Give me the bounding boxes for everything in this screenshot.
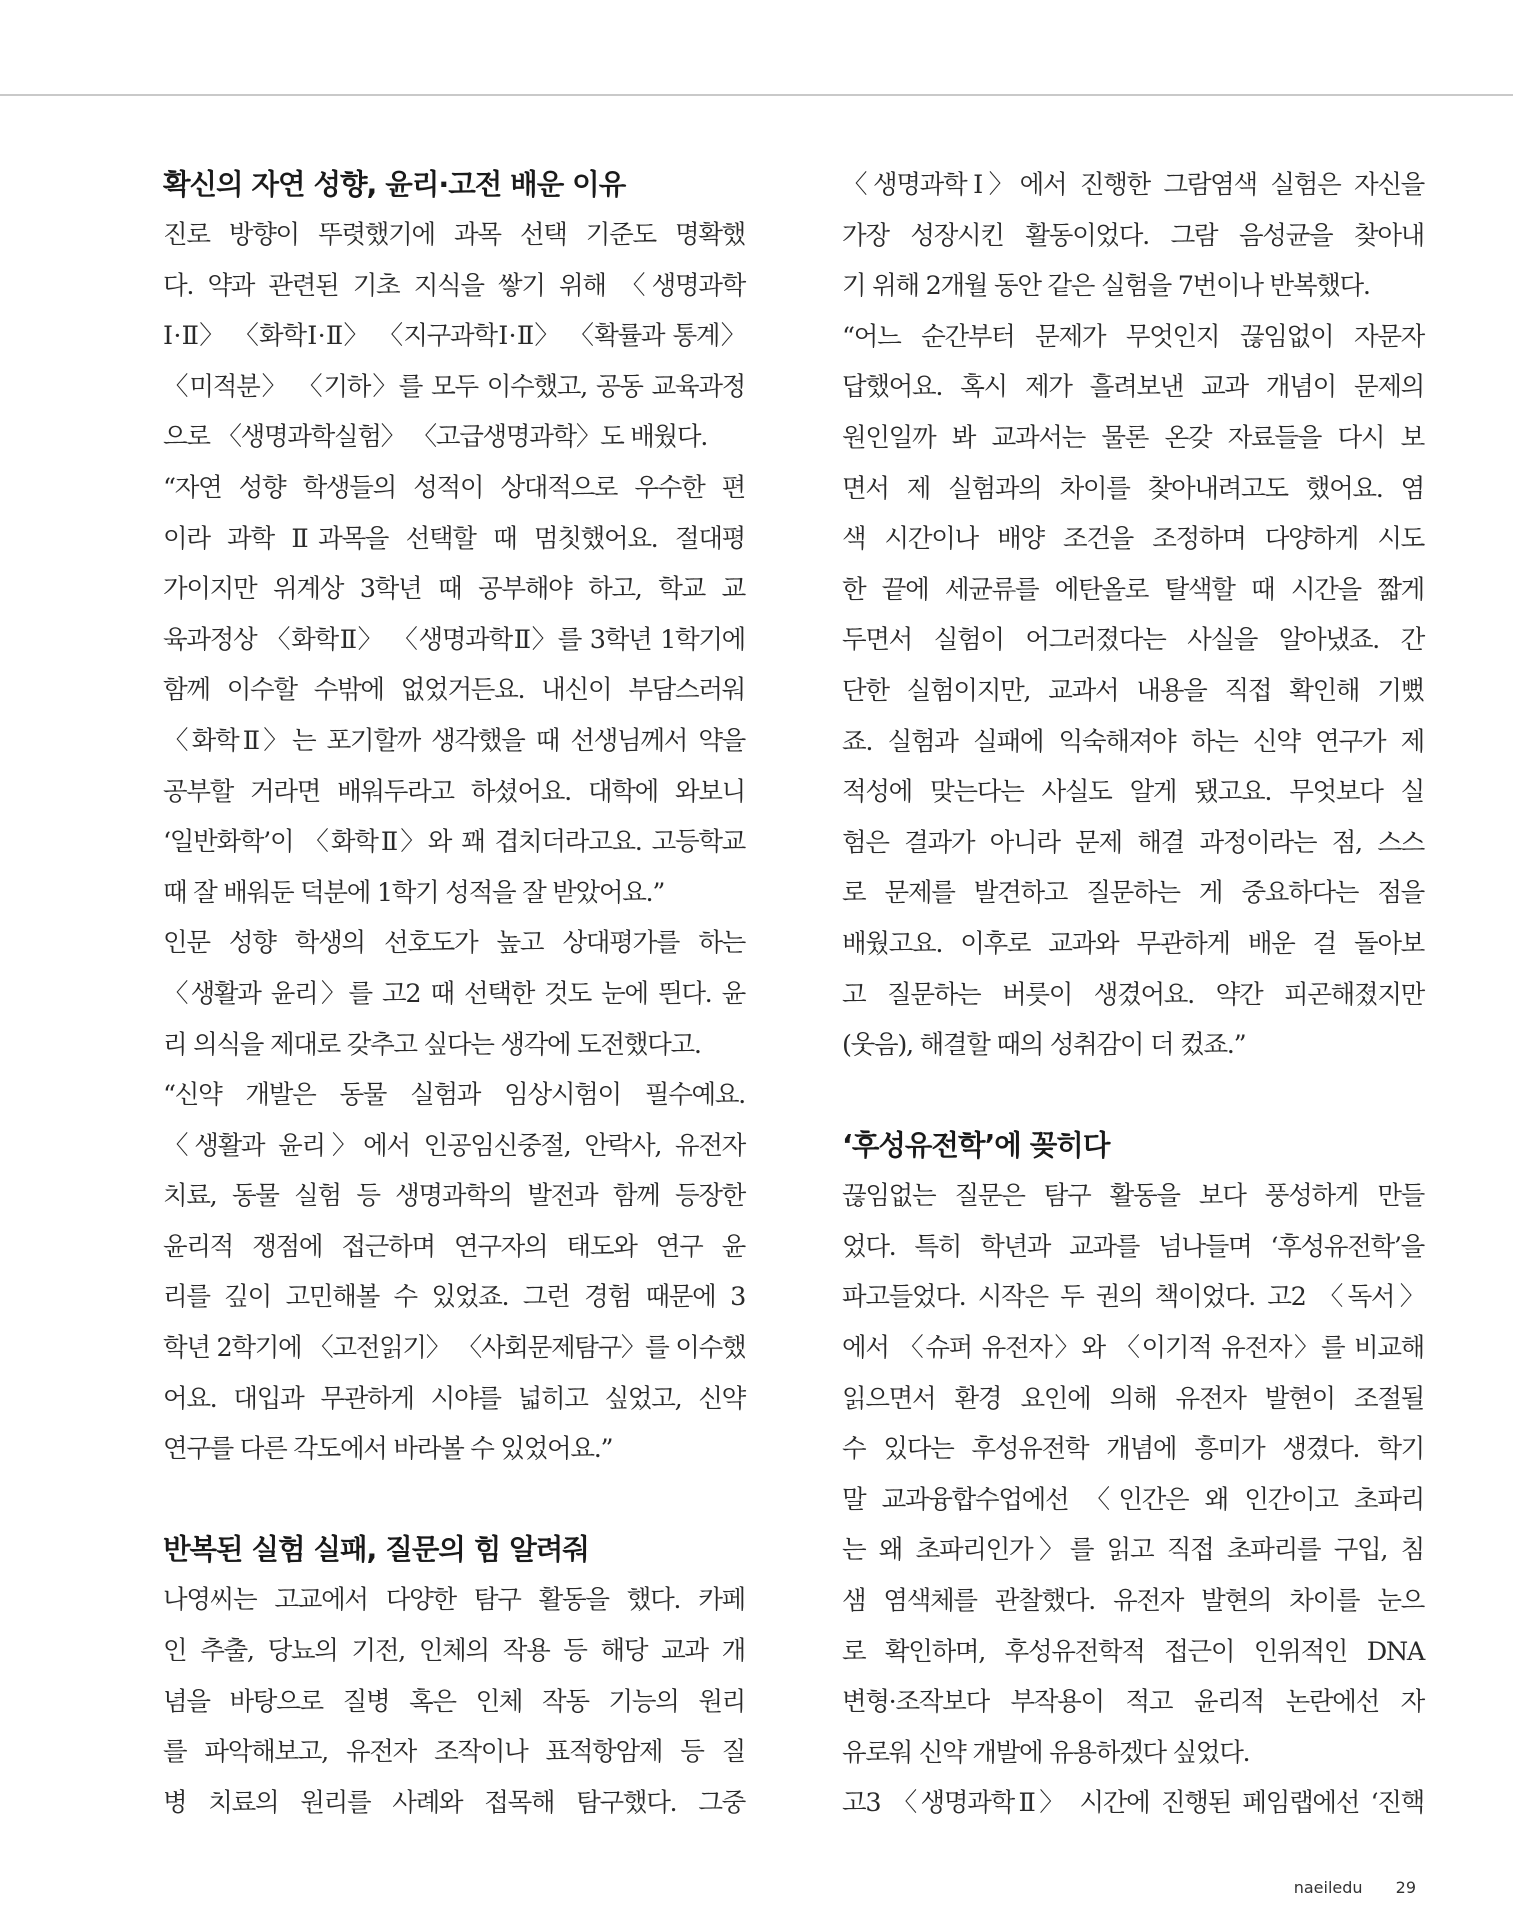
- left-column: [163, 160, 745, 1828]
- body-line: 리를 깊이 고민해볼 수 있었죠. 그런 경험 때문에 3: [163, 1282, 745, 1313]
- body-line: ‘일반화학’이 〈화학Ⅱ〉와 꽤 겹치더라고요. 고등학교: [163, 827, 745, 858]
- section-gap: [842, 1071, 1424, 1122]
- body-line: 〈미적분〉 〈기하〉를 모두 이수했고, 공동 교육과정: [163, 371, 745, 402]
- body-line: 기 위해 2개월 동안 같은 실험을 7번이나 반복했다.: [842, 271, 1370, 302]
- body-line: 리 의식을 제대로 갖추고 싶다는 생각에 도전했다고.: [163, 1029, 701, 1060]
- body-line: 함께 이수할 수밖에 없었거든요. 내신이 부담스러워: [163, 675, 745, 706]
- body-line: 험은 결과가 아니라 문제 해결 과정이라는 점, 스스: [842, 827, 1424, 858]
- body-line: 한 끝에 세균류를 에탄올로 탈색할 때 시간을 짧게: [842, 574, 1424, 605]
- body-line: 를 파악해보고, 유전자 조작이나 표적항암제 등 질: [163, 1737, 745, 1768]
- body-line: 었다. 특히 학년과 교과를 넘나들며 ‘후성유전학’을: [842, 1231, 1424, 1262]
- body-line: “어느 순간부터 문제가 무엇인지 끊임없이 자문자: [842, 321, 1424, 352]
- body-line: 으로 〈생명과학실험〉 〈고급생명과학〉도 배웠다.: [163, 422, 708, 453]
- section-gap: [163, 1475, 745, 1526]
- body-line: (웃음), 해결할 때의 성취감이 더 컸죠.”: [842, 1030, 1246, 1061]
- body-line: 〈화학Ⅱ〉는 포기할까 생각했을 때 선생님께서 약을: [163, 725, 745, 756]
- right-column: [842, 160, 1424, 1829]
- section-body-2: [163, 1575, 745, 1828]
- body-line: 〈생명과학Ⅰ〉에서 진행한 그람염색 실험은 자신을: [842, 170, 1424, 200]
- body-line: Ⅰ·Ⅱ〉 〈화학Ⅰ·Ⅱ〉 〈지구과학Ⅰ·Ⅱ〉 〈확률과 통계〉: [163, 321, 745, 352]
- body-line: 색 시간이나 배양 조건을 조정하며 다양하게 시도: [842, 524, 1424, 555]
- section-body-3: [842, 1171, 1424, 1829]
- body-line: 변형·조작보다 부작용이 적고 윤리적 논란에선 자: [842, 1687, 1424, 1718]
- body-line: 파고들었다. 시작은 두 권의 책이었다. 고2 〈독서〉: [842, 1282, 1424, 1313]
- body-line: 육과정상 〈화학Ⅱ〉 〈생명과학Ⅱ〉를 3학년 1학기에: [163, 624, 745, 655]
- section-body-1: [163, 210, 745, 1475]
- body-line: 단한 실험이지만, 교과서 내용을 직접 확인해 기뻤: [842, 675, 1424, 706]
- body-line: 원인일까 봐 교과서는 물론 온갖 자료들을 다시 보: [842, 422, 1424, 453]
- body-line: 말 교과융합수업에선 〈인간은 왜 인간이고 초파리: [842, 1484, 1424, 1515]
- body-line: 연구를 다른 각도에서 바라볼 수 있었어요.”: [163, 1434, 613, 1465]
- body-line: 나영씨는 고교에서 다양한 탐구 활동을 했다. 카페: [163, 1585, 745, 1616]
- body-line: 유로워 신약 개발에 유용하겠다 싶었다.: [842, 1737, 1250, 1768]
- body-line: 윤리적 쟁점에 접근하며 연구자의 태도와 연구 윤: [163, 1231, 745, 1262]
- body-line: 읽으면서 환경 요인에 의해 유전자 발현이 조절될: [842, 1383, 1424, 1414]
- page-number: 29: [1395, 1878, 1416, 1897]
- body-line: 병 치료의 원리를 사례와 접목해 탐구했다. 그중: [163, 1787, 745, 1818]
- body-line: 가장 성장시킨 활동이었다. 그람 음성균을 찾아내: [842, 220, 1424, 251]
- body-line: “자연 성향 학생들의 성적이 상대적으로 우수한 편: [163, 472, 745, 503]
- body-line: 가이지만 위계상 3학년 때 공부해야 하고, 학교 교: [163, 574, 745, 605]
- section-body-2-continued: [842, 160, 1424, 1071]
- body-line: 〈생활과 윤리〉를 고2 때 선택한 것도 눈에 띈다. 윤: [163, 978, 745, 1009]
- body-line: 샘 염색체를 관찰했다. 유전자 발현의 차이를 눈으: [842, 1586, 1424, 1617]
- page-footer: [1294, 1878, 1416, 1897]
- body-line: 면서 제 실험과의 차이를 찾아내려고도 했어요. 염: [842, 473, 1424, 504]
- body-line: 학년 2학기에 〈고전읽기〉 〈사회문제탐구〉를 이수했: [163, 1333, 746, 1364]
- body-line: 로 문제를 발견하고 질문하는 게 중요하다는 점을: [842, 878, 1424, 909]
- body-line: 로 확인하며, 후성유전학적 접근이 인위적인 DNA: [842, 1636, 1424, 1667]
- body-line: 에서 〈슈퍼 유전자〉와 〈이기적 유전자〉를 비교해: [842, 1333, 1424, 1364]
- body-line: 어요. 대입과 무관하게 시야를 넓히고 싶었고, 신약: [163, 1383, 745, 1414]
- body-line: 인문 성향 학생의 선호도가 높고 상대평가를 하는: [163, 928, 745, 959]
- body-line: 이라 과학 Ⅱ과목을 선택할 때 멈칫했어요. 절대평: [163, 523, 745, 554]
- body-line: 적성에 맞는다는 사실도 알게 됐고요. 무엇보다 실: [842, 777, 1424, 808]
- body-line: 죠. 실험과 실패에 익숙해져야 하는 신약 연구가 제: [842, 726, 1424, 757]
- body-line: “신약 개발은 동물 실험과 임상시험이 필수예요.: [163, 1080, 745, 1111]
- section-heading-3: ‘후성유전학’에 꽂히다: [842, 1129, 1110, 1163]
- body-line: 두면서 실험이 어그러졌다는 사실을 알아냈죠. 간: [842, 625, 1424, 656]
- body-line: 인 추출, 당뇨의 기전, 인체의 작용 등 해당 교과 개: [163, 1636, 745, 1667]
- body-line: 〈생활과 윤리〉에서 인공임신중절, 안락사, 유전자: [163, 1130, 745, 1161]
- top-rule: [0, 94, 1513, 96]
- body-line: 공부할 거라면 배워두라고 하셨어요. 대학에 와보니: [163, 776, 745, 807]
- body-line: 고 질문하는 버릇이 생겼어요. 약간 피곤해졌지만: [842, 979, 1424, 1010]
- section-heading-2: 반복된 실험 실패, 질문의 힘 알려줘: [163, 1533, 589, 1567]
- body-line: 배웠고요. 이후로 교과와 무관하게 배운 걸 돌아보: [842, 928, 1424, 959]
- section-heading-1: 확신의 자연 성향, 윤리·고전 배운 이유: [163, 168, 626, 201]
- body-line: 다. 약과 관련된 기초 지식을 쌓기 위해 〈생명과학: [163, 270, 745, 301]
- body-line: 치료, 동물 실험 등 생명과학의 발전과 함께 등장한: [163, 1181, 745, 1212]
- body-line: 진로 방향이 뚜렷했기에 과목 선택 기준도 명확했: [163, 220, 745, 250]
- body-line: 때 잘 배워둔 덕분에 1학기 성적을 잘 받았어요.”: [163, 877, 665, 908]
- body-line: 답했어요. 혹시 제가 흘려보낸 교과 개념이 문제의: [842, 372, 1424, 403]
- body-line: 념을 바탕으로 질병 혹은 인체 작동 기능의 원리: [163, 1686, 745, 1717]
- body-line: 는 왜 초파리인가〉를 읽고 직접 초파리를 구입, 침: [842, 1535, 1424, 1566]
- body-line: 수 있다는 후성유전학 개념에 흥미가 생겼다. 학기: [842, 1434, 1424, 1465]
- body-line: 고3 〈생명과학Ⅱ〉 시간에 진행된 페임랩에선 ‘진핵: [842, 1788, 1424, 1819]
- body-line: 끊임없는 질문은 탐구 활동을 보다 풍성하게 만들: [842, 1181, 1424, 1212]
- publication-name: naeiledu: [1293, 1878, 1363, 1897]
